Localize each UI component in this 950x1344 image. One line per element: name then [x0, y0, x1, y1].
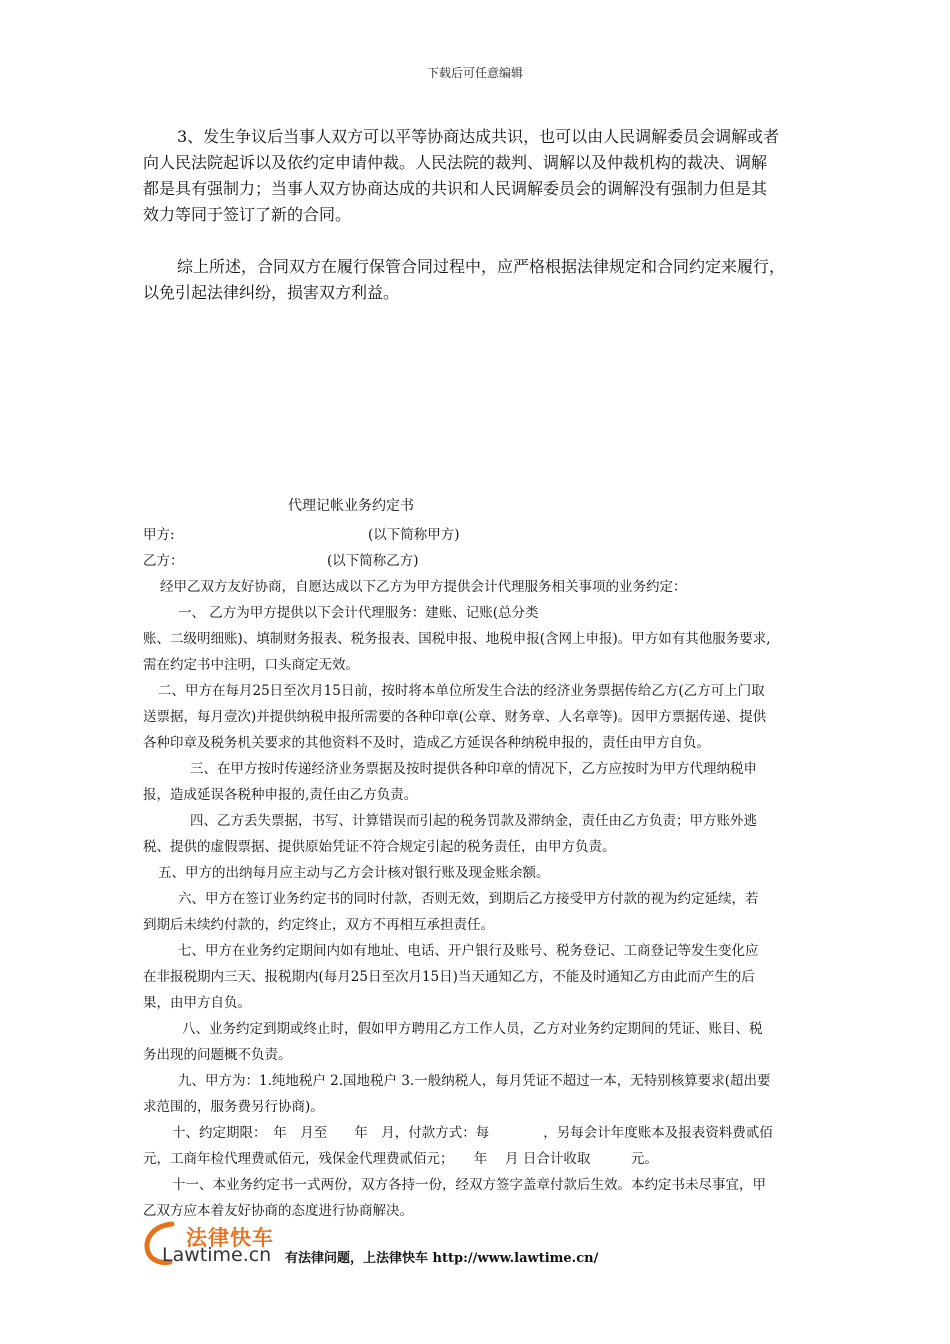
party-b-note: (以下简称乙方): [327, 553, 419, 569]
header-note: 下载后可任意编辑: [426, 66, 523, 80]
agreement-line-23: 元，工商年检代理费贰佰元，残保金代理费贰佰元； 年 月 日合计收取 元。: [143, 1151, 658, 1167]
agreement-line-22: 十、约定期限： 年 月至 年 月，付款方式：每 ，另每会计年度账本及报表资料费贰佰: [172, 1125, 773, 1141]
agreement-line-2: 一、 乙方为甲方提供以下会计代理服务：建账、记账(总分类: [178, 605, 539, 621]
agreement-title: 代理记帐业务约定书: [288, 498, 414, 514]
agreement-line-18: 八、业务约定到期或终止时，假如甲方聘用乙方工作人员，乙方对业务约定期间的凭证、账目、税: [182, 1021, 763, 1037]
agreement-line-4: 需在约定书中注明，口头商定无效。: [143, 657, 359, 673]
para3-line-3: 都是具有强制力；当事人双方协商达成的共识和人民调解委员会的调解没有强制力但是其: [143, 179, 768, 198]
summary-line-1: 综上所述，合同双方在履行保管合同过程中，应严格根据法律规定和合同约定来履行，: [177, 257, 786, 276]
summary-line-2: 以免引起法律纠纷，损害双方利益。: [143, 283, 400, 302]
agreement-line-20: 九、甲方为：1.纯地税户 2.国地税户 3.一般纳税人，每月凭证不超过一本，无特别核算要求(超出要: [178, 1073, 771, 1089]
party-b-label: 乙方：: [143, 553, 184, 569]
agreement-line-24: 十一、本业务约定书一式两份，双方各持一份，经双方签字盖章付款后生效。本约定书未尽事宜，甲: [172, 1177, 766, 1193]
para3-line-1: 3、发生争议后当事人双方可以平等协商达成共识，也可以由人民调解委员会调解或者: [177, 127, 780, 146]
agreement-line-14: 到期后未续约付款的，约定终止，双方不再相互承担责任。: [143, 917, 494, 933]
para3-line-4: 效力等同于签订了新的合同。: [143, 205, 352, 224]
logo-english-text: Lawtime.cn: [162, 1244, 272, 1266]
party-a-label: 甲方:: [143, 527, 175, 543]
agreement-line-7: 各种印章及税务机关要求的其他资料不及时，造成乙方延误各种纳税申报的，责任由甲方自负。: [143, 735, 710, 751]
agreement-line-5: 二、甲方在每月25日至次月15日前，按时将本单位所发生合法的经济业务票据传给乙方(乙方可上门取: [158, 683, 765, 699]
para3-line-2: 向人民法院起诉以及依约定申请仲裁。人民法院的裁判、调解以及仲裁机构的裁决、调解: [143, 153, 768, 172]
agreement-line-1: 经甲乙双方友好协商，自愿达成以下乙方为甲方提供会计代理服务相关事项的业务约定：: [160, 579, 687, 595]
agreement-line-10: 四、乙方丢失票据，书写、计算错误而引起的税务罚款及滞纳金，责任由乙方负责；甲方账外逃: [190, 813, 757, 829]
party-a-note: (以下简称甲方): [368, 527, 460, 543]
agreement-line-11: 税、提供的虚假票据、提供原始凭证不符合规定引起的税务责任，由甲方负责。: [143, 839, 616, 855]
agreement-line-25: 乙双方应本着友好协商的态度进行协商解决。: [143, 1203, 413, 1219]
footer-slogan: 有法律问题，上法律快车 http://www.lawtime.cn/: [285, 1251, 599, 1266]
logo-chinese-text: 法律快车: [186, 1226, 274, 1250]
agreement-line-19: 务出现的问题概不负责。: [143, 1047, 292, 1063]
agreement-line-16: 在非报税期内三天、报税期内(每月25日至次月15日)当天通知乙方，不能及时通知乙方由此而产生的后: [143, 969, 755, 985]
agreement-line-21: 求范围的，服务费另行协商)。: [143, 1099, 324, 1115]
agreement-line-13: 六、甲方在签订业务约定书的同时付款，否则无效，到期后乙方接受甲方付款的视为约定延续，若: [178, 891, 759, 907]
agreement-line-6: 送票据，每月壹次)并提供纳税申报所需要的各种印章(公章、财务章、人名章等)。因甲方票据传递、提供: [143, 709, 767, 725]
agreement-line-3: 账、二级明细账)、填制财务报表、税务报表、国税申报、地税申报(含网上申报)。甲方如有其他服务要求,: [143, 631, 771, 647]
agreement-line-17: 果，由甲方自负。: [143, 995, 251, 1011]
agreement-line-8: 三、在甲方按时传递经济业务票据及按时提供各种印章的情况下，乙方应按时为甲方代理纳税申: [190, 761, 757, 777]
agreement-line-12: 五、甲方的出纳每月应主动与乙方会计核对银行账及现金账余额。: [158, 865, 550, 881]
agreement-line-9: 报，造成延误各税种申报的,责任由乙方负责。: [143, 787, 418, 803]
agreement-line-15: 七、甲方在业务约定期间内如有地址、电话、开户银行及账号、税务登记、工商登记等发生变化应: [178, 943, 759, 959]
